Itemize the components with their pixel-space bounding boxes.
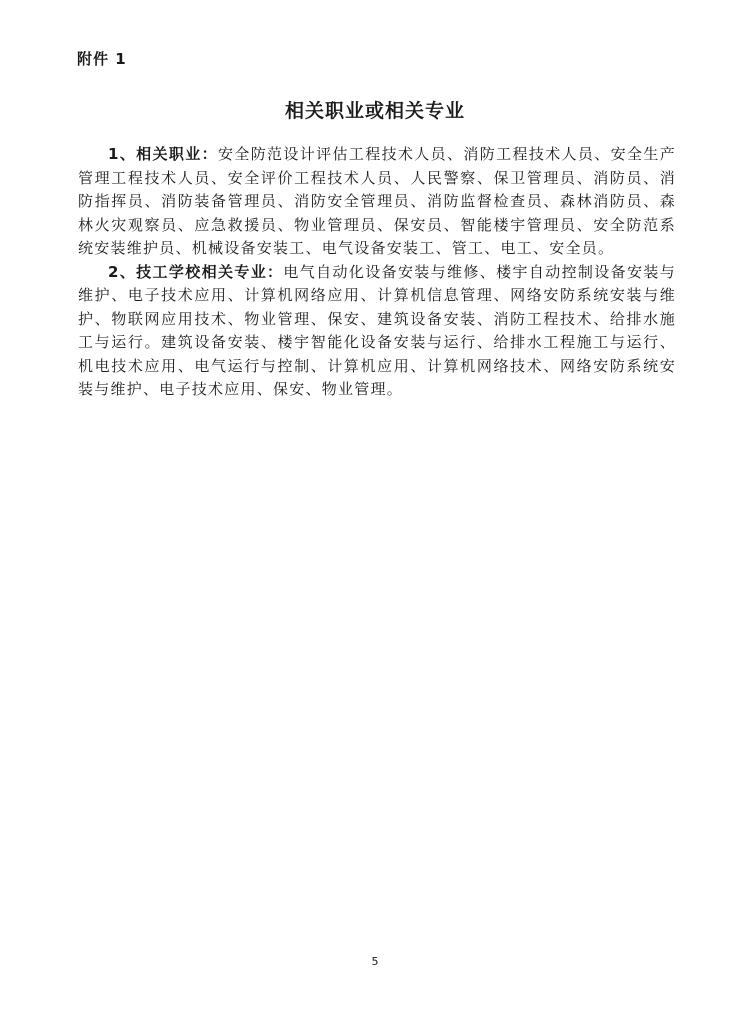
section-majors-heading: 2、技工学校相关专业： [108, 262, 284, 281]
section-occupations-heading: 1、相关职业： [108, 145, 218, 163]
page-number: 5 [371, 955, 379, 968]
section-majors-text: 电气自动化设备安装与维修、楼宇自动控制设备安装与维护、电子技术应用、计算机网络应用、计算机信息管理、网络安防系统安装与维护、物联网应用技术、物业管理、保安、建筑设备安装、消防工程技术、给排水施工与运行。建筑设备安装、楼宇智能化设备安装与运行、给排水工程施工与运行、机电技术应用、电气运行与控制、计算机应用、计算机网络技术、网络安防系统安装与维护、电子技术应用、保安、物业管理。 [78, 262, 676, 398]
section-occupations-text: 安全防范设计评估工程技术人员、消防工程技术人员、安全生产管理工程技术人员、安全评价工程技术人员、人民警察、保卫管理员、消防员、消防指挥员、消防装备管理员、消防安全管理员、消防监督检查员、森林消防员、森林火灾观察员、应急救援员、物业管理员、保安员、智能楼宇管理员、安全防范系统安装维护员、机械设备安装工、电气设备安装工、管工、电工、安全员。 [78, 145, 676, 257]
section-occupations [78, 143, 676, 261]
attachment-label: 附件 1 [77, 50, 127, 68]
document-title: 相关职业或相关专业 [284, 100, 465, 122]
document-body [78, 143, 676, 402]
section-majors [78, 261, 676, 402]
